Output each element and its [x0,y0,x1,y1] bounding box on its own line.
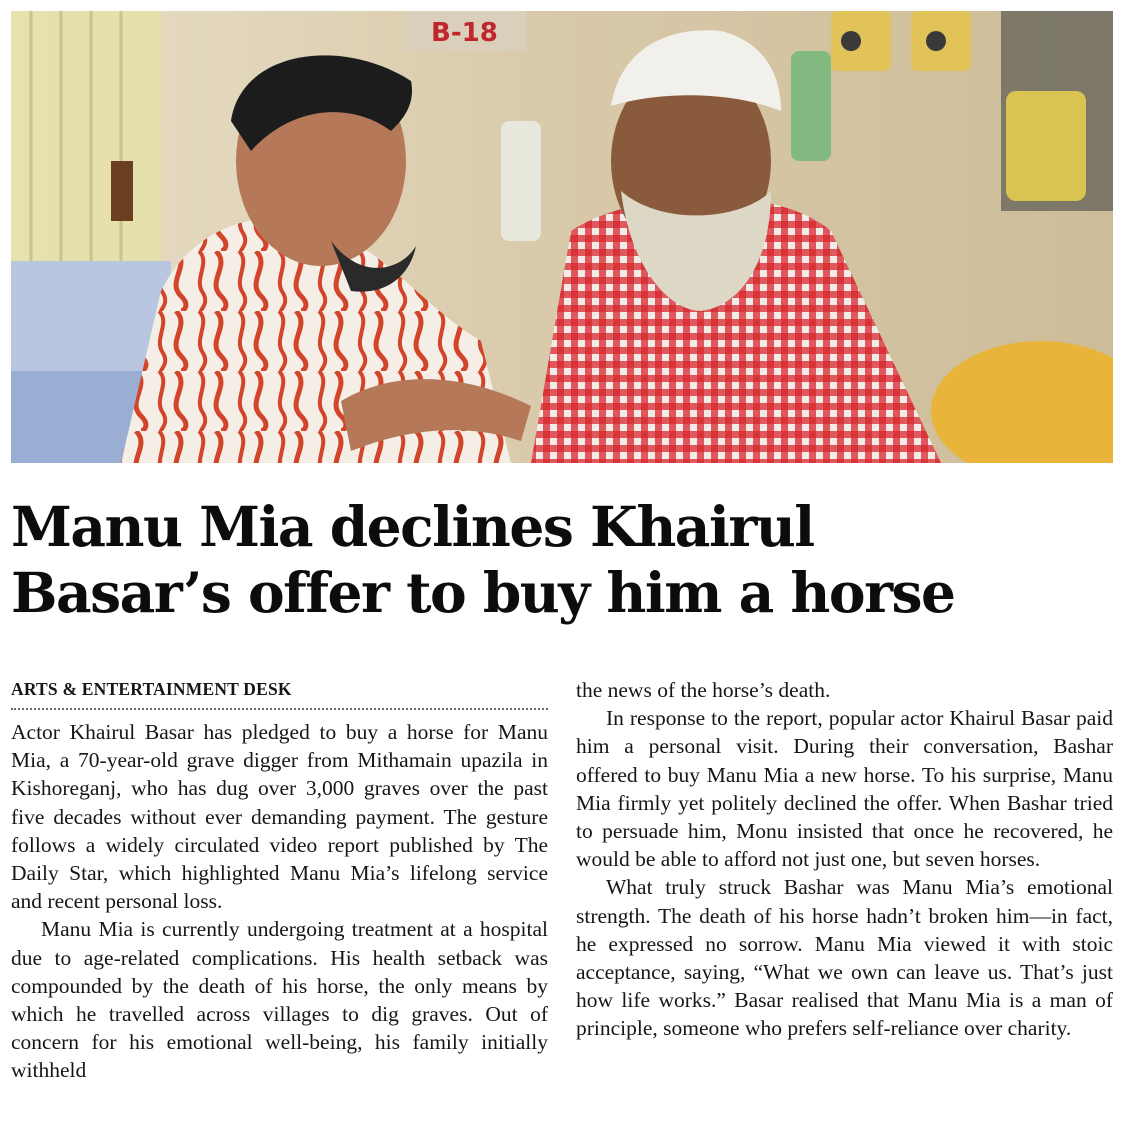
paragraph: In response to the report, popular actor Khairul Basar paid him a personal visit. During their conversation, Bashar offered to buy Manu Mia a new horse. To his surprise, Manu Mia firmly yet politely declined the offer. When Bashar tried to persuade him, Monu insisted that once he recovered, he would be able to afford not just one, but seven horses. [576,706,1113,872]
paragraph: Actor Khairul Basar has pledged to buy a horse for Manu Mia, a 70-year-old grave digger from Mithamain upazila in Kishoreganj, who has dug over 3,000 graves over the past five decades without ever demanding payment. The gesture follows a widely circulated video report published by The Daily Star, which highlighted Manu Mia’s lifelong service and recent personal loss. [11,720,548,914]
paragraph: the news of the horse’s death. [576,678,831,702]
article-photo [11,11,1113,463]
byline-divider [11,708,548,710]
byline: ARTS & ENTERTAINMENT DESK [11,679,292,699]
paragraph: What truly struck Bashar was Manu Mia’s emotional strength. The death of his horse hadn’t broken him—in fact, he expressed no sorrow. Manu Mia viewed it with stoic acceptance, saying, “What we own can leave us. That’s just how life works.” Basar realised that Manu Mia is a man of principle, someone who prefers self-reliance over charity. [576,875,1113,1041]
headline-line-1: Manu Mia declines Khairul [11,494,814,559]
hospital-scene-image [11,11,1113,463]
bed-label: B-18 [431,18,498,48]
paragraph: Manu Mia is currently undergoing treatment at a hospital due to age-related complications. His health setback was compounded by the death of his horse, the only means by which he travelled across villages to dig graves. Out of concern for his emotional well-being, his family initially withheld [11,917,548,1083]
headline-line-2: Basar’s offer to buy him a horse [11,560,955,625]
article-column-right [576,676,1113,1043]
article-column-left [11,676,548,1085]
headline [11,494,1113,626]
